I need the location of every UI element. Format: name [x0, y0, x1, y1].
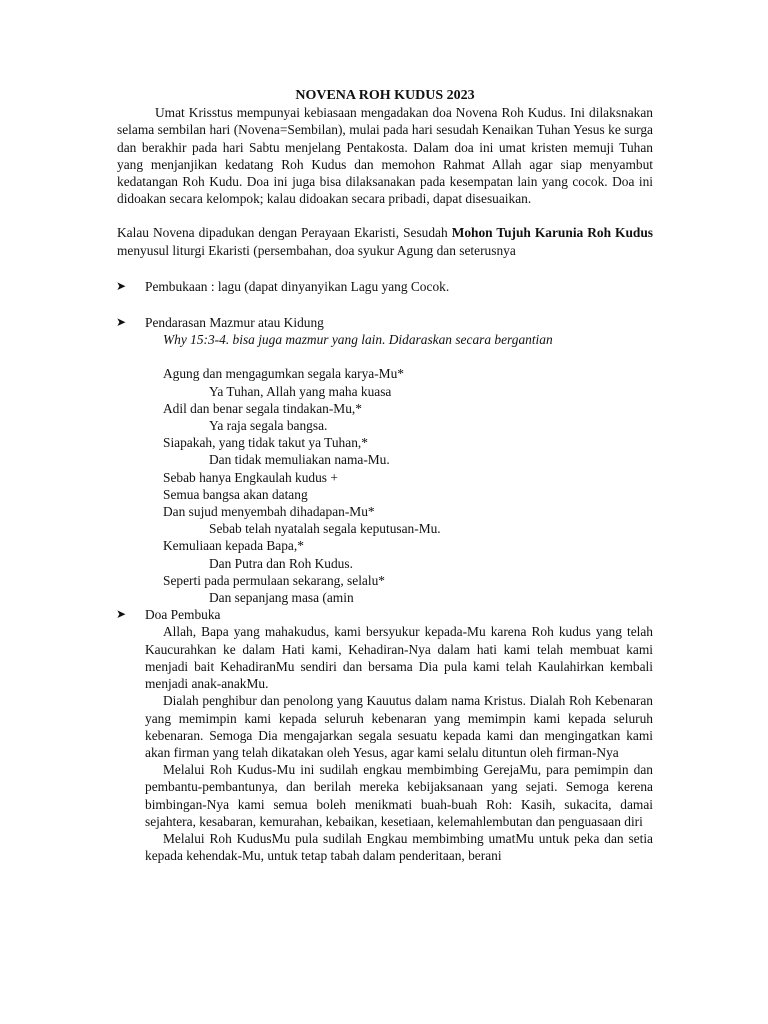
mazmur-line: Sebab hanya Engkaulah kudus +	[163, 469, 338, 485]
mazmur-note: Why 15:3-4. bisa juga mazmur yang lain. Didaraskan secara bergantian	[163, 332, 553, 348]
document-title: NOVENA ROH KUDUS 2023	[295, 88, 475, 103]
mazmur-line: Dan tidak memuliakan nama-Mu.	[209, 452, 390, 468]
intro-paragraph: Umat Krisstus mempunyai kebiasaan mengadakan doa Novena Roh Kudus. Ini dilaksnakan selama sembilan hari (Novena=Sembilan), mulai pada hari sesudah Kenaikan Tuhan Yesus ke surga dan berakhir pada hari Sabtu menjelang Pentakosta. Dalam doa ini umat kristen memuji Tuhan yang menjanjikan kedatang Roh Kudus dan memohon Rahmat Allah agar siap menyambut kedatangan Roh Kudu. Doa ini juga bisa dilaksanakan pada kesempatan lain yang cocok. Doa ini didoakan secara kelompok; kalau didoakan secara pribadi, dapat disesuaikan.	[117, 105, 653, 207]
mazmur-heading-item	[117, 314, 653, 331]
ekaristi-text-after: menyusul liturgi Ekaristi (persembahan, doa syukur Agung dan seterusnya	[117, 242, 516, 258]
doa-pembuka-paragraph: Allah, Bapa yang mahakudus, kami bersyukur kepada-Mu karena Roh kudus yang telah Kaucurahkan ke dalam Hati kami, Kehadiran-Nya dalam hati kami telah membuat kami menjadi bait KehadiranMu sendiri dan bersama Dia pula kami telah Kaulahirkan kembali menjadi anak-anakMu.	[145, 624, 653, 692]
doa-pembuka-paragraph: Melalui Roh Kudus-Mu ini sudilah engkau membimbing GerejaMu, para pemimpin dan pembantu-pembantunya, dan berilah mereka kebijaksanaan yang sejati. Semoga kerena bimbingan-Nya kami semua boleh menikmati buah-buah Roh: Kasih, sukacita, damai sejahtera, kesabaran, kemurahan, kebaikan, kesetiaan, kelemahlembutan dan penguasaan diri	[145, 762, 653, 829]
mazmur-line: Seperti pada permulaan sekarang, selalu*	[163, 572, 385, 588]
ekaristi-bold-text: Mohon Tujuh Karunia Roh Kudus	[451, 225, 653, 241]
mazmur-lines	[117, 365, 653, 606]
ekaristi-text-before: Kalau Novena dipadukan dengan Perayaan Ekaristi, Sesudah	[117, 225, 452, 241]
doa-pembuka-heading-item	[117, 606, 653, 623]
doa-pembuka-heading: Doa Pembuka	[145, 607, 221, 623]
arrow-bullet-icon: ➤	[116, 315, 127, 330]
mazmur-line: Dan sujud menyembah dihadapan-Mu*	[163, 504, 375, 520]
doa-pembuka-paragraphs	[117, 623, 653, 864]
ekaristi-paragraph	[117, 224, 653, 258]
mazmur-line: Dan Putra dan Roh Kudus.	[209, 555, 353, 571]
pembukaan-item	[117, 278, 653, 295]
document-body	[117, 87, 653, 864]
mazmur-line: Dan sepanjang masa (amin	[209, 590, 354, 606]
mazmur-line: Sebab telah nyatalah segala keputusan-Mu.	[209, 521, 441, 537]
mazmur-line: Adil dan benar segala tindakan-Mu,*	[163, 400, 362, 416]
doa-pembuka-paragraph: Dialah penghibur dan penolong yang Kauutus dalam nama Kristus. Dialah Roh Kebenaran yang memimpin kami kepada seluruh kebenaran yang memimpin kami kepada seluruh kebenaran. Semoga Dia mengajarkan segala sesuatu kepada kami dan mengingatkan kami akan firman yang telah dikatakan oleh Yesus, agar kami selalu dituntun oleh firman-Nya	[145, 693, 653, 760]
mazmur-line: Siapakah, yang tidak takut ya Tuhan,*	[163, 435, 368, 451]
mazmur-line: Kemuliaan kepada Bapa,*	[163, 538, 304, 554]
mazmur-line: Ya Tuhan, Allah yang maha kuasa	[209, 383, 392, 399]
mazmur-line: Agung dan mengagumkan segala karya-Mu*	[163, 366, 404, 382]
arrow-bullet-icon: ➤	[116, 607, 127, 622]
mazmur-line: Semua bangsa akan datang	[163, 486, 308, 502]
arrow-bullet-icon: ➤	[116, 278, 127, 293]
mazmur-line: Ya raja segala bangsa.	[209, 418, 328, 434]
mazmur-heading: Pendarasan Mazmur atau Kidung	[145, 315, 324, 331]
doa-pembuka-paragraph: Melalui Roh KudusMu pula sudilah Engkau membimbing umatMu untuk peka dan setia kepada kehendak-Mu, untuk tetap tabah dalam penderitaan, berani	[145, 830, 653, 864]
pembukaan-text: Pembukaan : lagu (dapat dinyanyikan Lagu yang Cocok.	[145, 278, 450, 294]
